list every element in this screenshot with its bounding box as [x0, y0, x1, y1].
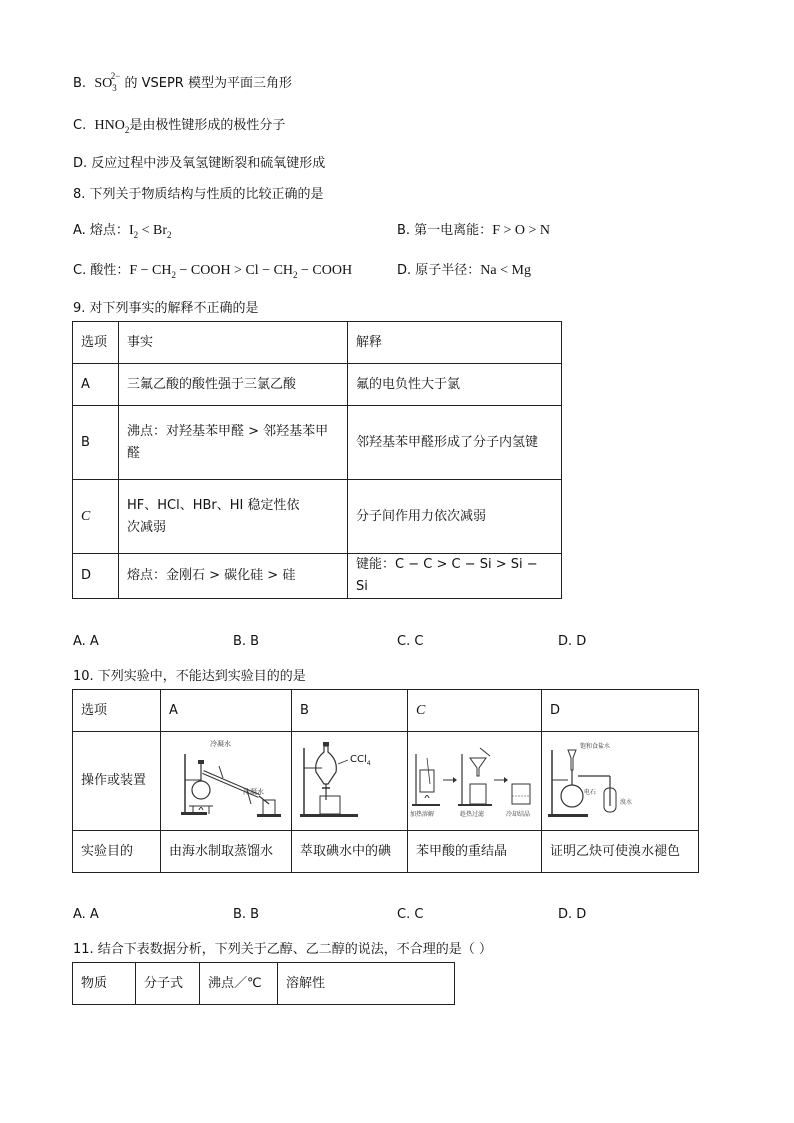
table-row: 操作或装置 冷凝水 冷凝水 CCl$_4$ 加热溶解 趁热过滤 冷却结晶 饱和食盐水 电石 溴水	[73, 732, 699, 831]
table-header-row: 物质 分子式 沸点／℃ 溶解性	[73, 963, 455, 1005]
q8-stem: 8. 下列关于物质结构与性质的比较正确的是	[73, 187, 324, 202]
figure-label: 趁热过滤	[460, 811, 485, 818]
acetylene-test-figure	[544, 734, 694, 820]
q8-option-c: C. 酸性：$F - CH_2$ − COOH > $Cl - CH_2$ − COOH	[73, 263, 353, 280]
header-cell: 事实	[119, 322, 348, 364]
q8-option-b: B. 第一电离能：F > O > N	[397, 223, 550, 238]
table-row: D 熔点：金刚石 > 碳化硅 > 硅 键能：C − C > C − Si > Si − Si	[73, 554, 562, 599]
q11-stem: 11. 结合下表数据分析，下列关于乙醇、乙二醇的说法，不合理的是（ ）	[73, 942, 492, 957]
figure-label: 溴水	[620, 799, 633, 806]
header-cell: 解释	[348, 322, 562, 364]
figure-label: 冷却结晶	[506, 811, 531, 818]
figure-label: 冷凝水	[210, 740, 231, 748]
figure-label: 电石	[584, 789, 597, 796]
header-cell: 选项	[73, 322, 119, 364]
table-row: A 三氟乙酸的酸性强于三氯乙酸 氟的电负性大于氯	[73, 364, 562, 406]
figure-label: 冷凝水	[243, 788, 264, 796]
table-row: C HF、HCl、HBr、HI 稳定性依 次减弱 分子间作用力依次减弱	[73, 480, 562, 554]
q7-option-d: D. 反应过程中涉及氧氢键断裂和硫氧键形成	[73, 156, 326, 171]
q9-answer-c: C. C	[397, 634, 424, 649]
q10-answer-b: B. B	[233, 907, 260, 922]
formula: $SO_3^{2-}$	[94, 71, 121, 93]
q9-answer-a: A. A	[73, 634, 99, 649]
q10-answer-a: A. A	[73, 907, 99, 922]
figure-label: 加热溶解	[410, 811, 435, 818]
table-row: B 沸点：对羟基苯甲醛 > 邻羟基苯甲 醛 邻羟基苯甲醛形成了分子内氢键	[73, 406, 562, 480]
recrystallization-figure	[410, 734, 538, 820]
figure-label: CCl$_4$	[350, 754, 371, 767]
q9-stem: 9. 对下列事实的解释不正确的是	[73, 301, 259, 316]
table-header-row: 选项 A B C D	[73, 690, 699, 732]
q7-option-c: C. $HNO_2$是由极性键形成的极性分子	[73, 118, 286, 135]
q11-table	[72, 962, 455, 1005]
q9-answer-b: B. B	[233, 634, 260, 649]
q10-stem: 10. 下列实验中，不能达到实验目的的是	[73, 669, 306, 684]
q9-answer-d: D. D	[558, 634, 587, 649]
formula: $HNO_2$	[94, 118, 130, 135]
q10-table	[72, 689, 699, 873]
separatory-funnel-figure	[294, 734, 404, 820]
q8-option-d: D. 原子半径：Na < Mg	[397, 263, 531, 278]
q7-option-b: B. $SO_3^{2-}$ 的 VSEPR 模型为平面三角形	[73, 71, 292, 93]
table-row: 实验目的 由海水制取蒸馏水 萃取碘水中的碘 苯甲酸的重结晶 证明乙炔可使溴水褪色	[73, 831, 699, 873]
figure-label: 饱和食盐水	[580, 743, 611, 750]
distillation-apparatus-figure	[163, 734, 289, 820]
q10-answer-d: D. D	[558, 907, 587, 922]
table-header-row	[73, 322, 562, 364]
q10-answer-c: C. C	[397, 907, 424, 922]
q8-option-a: A. 熔点：$I_2 < Br_2$	[73, 223, 172, 240]
q9-table	[72, 321, 562, 599]
